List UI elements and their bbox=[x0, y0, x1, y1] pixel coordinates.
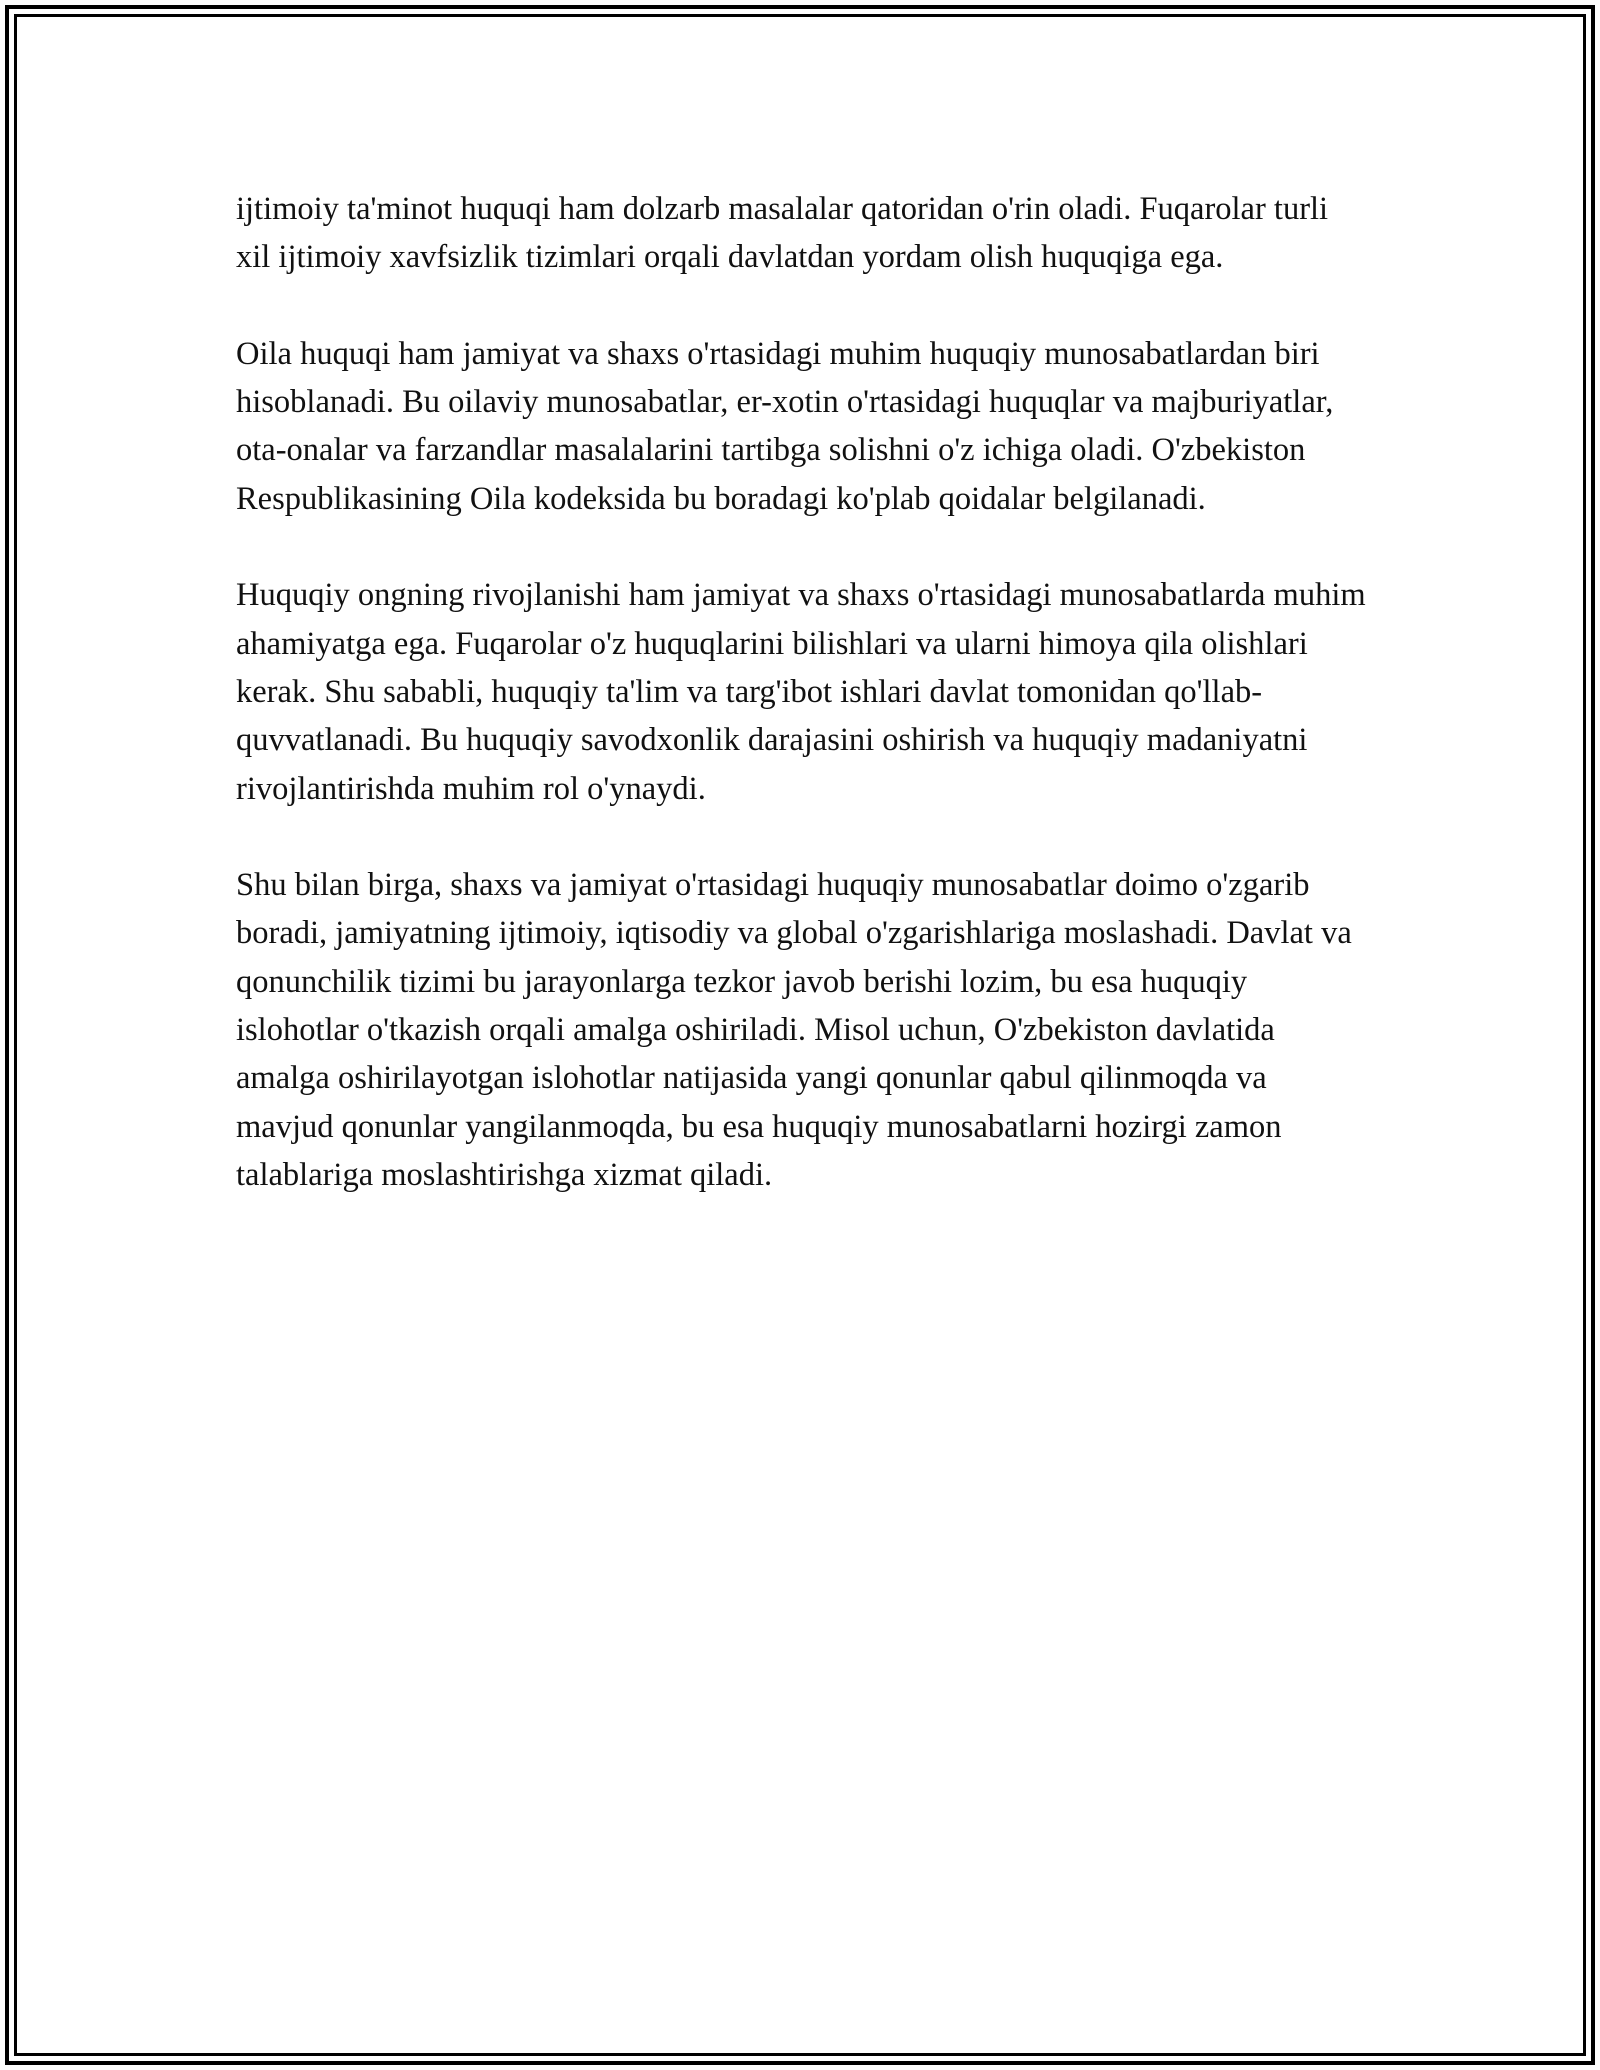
paragraph-legal-awareness: Huquqiy ongning rivojlanishi ham jamiyat va shaxs o'rtasidagi munosabatlarda muhim ahamiyatga ega. Fuqarolar o'z huquqlarini bilishlari va ularni himoya qila olishlari kerak. Shu sababli, huquqiy ta'lim va targ'ibot ishlari davlat tomonidan qo'llab-quvvatlanadi. Bu huquqiy savodxonlik darajasini oshirish va huquqiy madaniyatni rivojlantirishda muhim rol o'ynaydi. bbox=[236, 577, 1366, 807]
paragraph-family-law: Oila huquqi ham jamiyat va shaxs o'rtasidagi muhim huquqiy munosabatlardan biri hisoblanadi. Bu oilaviy munosabatlar, er-xotin o'rtasidagi huquqlar va majburiyatlar, ota-onalar va farzandlar masalalarini tartibga solishni o'z ichiga oladi. O'zbekiston Respublikasining Oila kodeksida bu boradagi ko'plab qoidalar belgilanadi. bbox=[236, 335, 1334, 517]
paragraph-legal-reforms: Shu bilan birga, shaxs va jamiyat o'rtasidagi huquqiy munosabatlar doimo o'zgarib boradi, jamiyatning ijtimoiy, iqtisodiy va global o'zgarishlariga moslashadi. Davlat va qonunchilik tizimi bu jarayonlarga tezkor javob berishi lozim, bu esa huquqiy islohotlar o'tkazish orqali amalga oshiriladi. Misol uchun, O'zbekiston davlatida amalga oshirilayotgan islohotlar natijasida yangi qonunlar qabul qilinmoqda va mavjud qonunlar yangilanmoqda, bu esa huquqiy munosabatlarni hozirgi zamon talablariga moslashtirishga xizmat qiladi. bbox=[236, 867, 1352, 1193]
paragraph-social-security: ijtimoiy ta'minot huquqi ham dolzarb masalalar qatoridan o'rin oladi. Fuqarolar turli xil ijtimoiy xavfsizlik tizimlari orqali davlatdan yordam olish huquqiga ega. bbox=[236, 191, 1329, 276]
document-body bbox=[236, 185, 1366, 1199]
